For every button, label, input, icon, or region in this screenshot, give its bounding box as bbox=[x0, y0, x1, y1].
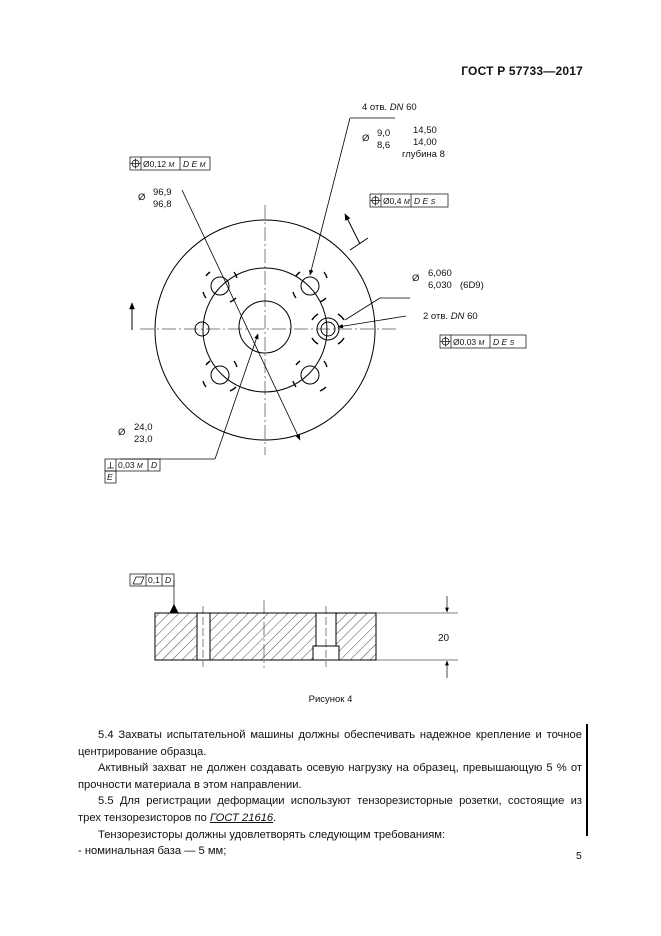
holes2-dn: DN bbox=[450, 311, 465, 322]
list-item-base: - номинальная база — 5 мм; bbox=[78, 845, 227, 858]
disc-top-view bbox=[120, 118, 410, 459]
pin-fit: (6D9) bbox=[460, 280, 484, 291]
clause-5-5-text: Для регистрации деформации используют тензорезисторные розетки, состоящие из трех тензорезисторов по bbox=[78, 795, 582, 824]
diam-sym-1: Ø bbox=[362, 133, 370, 144]
clause-5-4-text: Захваты испытательной машины должны обеспечивать надежное крепление и точное центрирование образца. bbox=[78, 729, 582, 758]
frame2-d: D bbox=[414, 196, 421, 206]
svg-text:Ø0.03 M bbox=[453, 337, 485, 347]
svg-text:2 отв. DN 60 bbox=[423, 311, 478, 322]
frame1-m: M bbox=[168, 162, 175, 169]
holes4-depth1: 14,50 bbox=[413, 125, 437, 136]
frame3-tol: Ø0.03 bbox=[453, 337, 477, 347]
svg-text:4 отв. DN 60 bbox=[362, 102, 417, 113]
diam-sym-3: Ø bbox=[412, 273, 420, 284]
center-dim-1: 24,0 bbox=[134, 422, 153, 433]
holes4-depth2: 14,00 bbox=[413, 137, 437, 148]
holes4-d1: 9,0 bbox=[377, 128, 391, 139]
svg-text:0,03 M bbox=[118, 460, 143, 470]
tolerance-frame-1 bbox=[130, 157, 210, 170]
diam-sym-4: Ø bbox=[118, 427, 126, 438]
holes4-dn-value: 60 bbox=[406, 102, 417, 113]
clause-5-4-number: 5.4 bbox=[98, 729, 114, 741]
frame1-d: D bbox=[183, 159, 190, 169]
perp-m: M bbox=[136, 463, 143, 470]
bolt-hole-bottom-right bbox=[293, 361, 327, 391]
tolerance-frame-perpendicularity bbox=[105, 459, 160, 483]
change-bar bbox=[586, 724, 588, 836]
svg-text:Ø0,12 M bbox=[143, 159, 175, 169]
holes4-d2: 8,6 bbox=[377, 140, 391, 151]
paragraph-requirements: Тензорезисторы должны удовлетворять следующим требованиям: bbox=[98, 828, 446, 841]
holes4-depth-word: глубина 8 bbox=[402, 149, 445, 160]
frame2-e: E bbox=[422, 196, 429, 206]
pin-dim-2: 6,030 bbox=[428, 280, 452, 291]
page-number: 5 bbox=[576, 850, 582, 862]
svg-text:Ø0,4 M bbox=[383, 196, 410, 206]
bolt-circle bbox=[203, 268, 327, 392]
diam-sym-2: Ø bbox=[138, 192, 146, 203]
thickness-dim: 20 bbox=[438, 633, 450, 644]
svg-text:D E M bbox=[183, 159, 206, 169]
paragraph-5-5: 5.5 Для регистрации деформации используют тензорезисторные розетки, состоящие из трех тензорезисторов по ГОСТ 21616. bbox=[78, 795, 582, 824]
figure-caption: Рисунок 4 bbox=[308, 694, 353, 705]
paragraph-active-grip: Активный захват не должен создавать осевую нагрузку на образец, превышающую 5 % от прочности материала в этом направлении. bbox=[78, 762, 582, 791]
perp-e: E bbox=[107, 472, 113, 482]
paragraph-5-4 bbox=[78, 727, 582, 760]
frame2-tol: Ø0,4 bbox=[383, 196, 402, 206]
standard-header: ГОСТ Р 57733—2017 bbox=[461, 64, 583, 78]
tolerance-frame-flatness bbox=[130, 574, 174, 611]
body-text bbox=[78, 727, 582, 860]
frame3-s: S bbox=[509, 340, 515, 347]
frame1-e: E bbox=[191, 159, 198, 169]
frame3-m: M bbox=[478, 340, 485, 347]
tolerance-frame-3 bbox=[440, 335, 526, 348]
perp-tol: 0,03 bbox=[118, 460, 135, 470]
frame1-m2: M bbox=[199, 162, 206, 169]
holes4-title: 4 отв. bbox=[362, 102, 388, 113]
outer-dim-2: 96,8 bbox=[153, 199, 172, 210]
clause-5-5-number: 5.5 bbox=[98, 795, 114, 808]
frame3-d: D bbox=[493, 337, 500, 347]
svg-text:D E S bbox=[493, 337, 515, 347]
svg-text:D E S bbox=[414, 196, 436, 206]
frame2-s: S bbox=[430, 199, 436, 206]
perp-d: D bbox=[151, 460, 158, 470]
pin-dim-1: 6,060 bbox=[428, 268, 452, 279]
disc-section-view bbox=[130, 574, 458, 678]
outer-dim-1: 96,9 bbox=[153, 187, 172, 198]
holes2-title: 2 отв. bbox=[423, 311, 449, 322]
gost-21616-link[interactable]: ГОСТ 21616 bbox=[209, 811, 274, 824]
flat-tol: 0,1 bbox=[148, 575, 160, 585]
tolerance-frame-2 bbox=[370, 194, 448, 207]
holes4-dn: DN bbox=[389, 102, 404, 113]
holes2-dn-value: 60 bbox=[467, 311, 478, 322]
center-dim-2: 23,0 bbox=[134, 434, 153, 445]
frame2-m: M bbox=[403, 199, 410, 206]
top-view-labels bbox=[118, 102, 484, 445]
frame1-tol: Ø0,12 bbox=[143, 159, 167, 169]
frame3-e: E bbox=[501, 337, 508, 347]
flat-d: D bbox=[165, 575, 172, 585]
bolt-hole-bottom-left bbox=[203, 361, 237, 391]
